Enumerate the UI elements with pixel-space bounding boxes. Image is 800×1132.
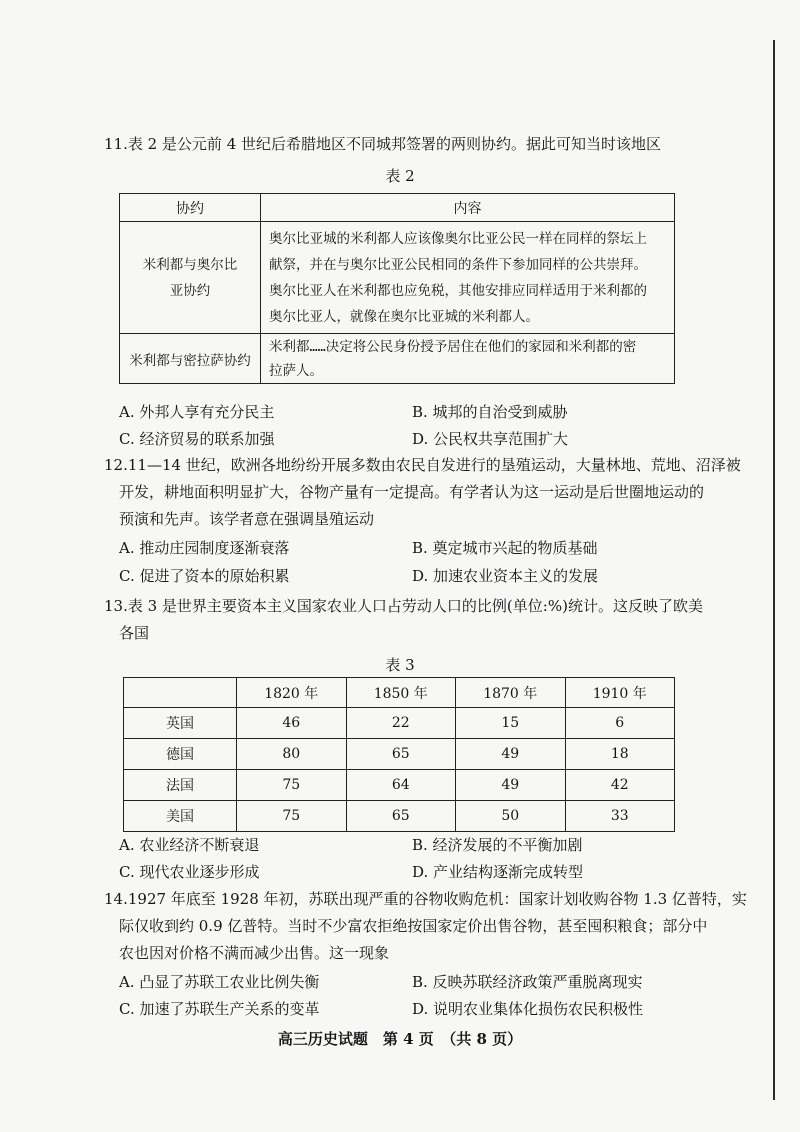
footer-wrap — [0, 1028, 800, 1049]
q14-stem-line: 际仅收到约 0.9 亿普特。当时不少富农拒绝按国家定价出售谷物，甚至囤积粮食；部分中 — [119, 917, 708, 935]
table2-name-cell — [120, 334, 261, 384]
table3-value: 22 — [346, 708, 456, 739]
table3-row — [124, 801, 675, 832]
q12-stem-line: 开发，耕地面积明显扩大，谷物产量有一定提高。有学者认为这一运动是后世圈地运动的 — [119, 483, 705, 501]
table2-content-line: 献祭，并在与奥尔比亚公民相同的条件下参加同样的公共崇拜。 — [269, 256, 647, 273]
table3-country: 美国 — [124, 801, 237, 832]
q12-option-c: C. 促进了资本的原始积累 — [119, 567, 290, 585]
table2-content-cell — [261, 222, 675, 334]
table3-value: 49 — [456, 739, 566, 770]
table2-header-name: 协约 — [120, 194, 261, 222]
q13-option-d: D. 产业结构逐渐完成转型 — [412, 863, 584, 881]
q12-option-d: D. 加速农业资本主义的发展 — [412, 567, 599, 585]
table3-year: 1870 年 — [456, 678, 566, 708]
q14-option-a: A. 凸显了苏联工农业比例失衡 — [119, 973, 320, 991]
q12-option-b: B. 奠定城市兴起的物质基础 — [412, 539, 598, 557]
q14-stem-line: 14.1927 年底至 1928 年初，苏联出现严重的谷物收购危机：国家计划收购谷物 1.3 亿普特，实 — [104, 890, 747, 908]
table2-row — [120, 222, 675, 334]
table2-content-line: 拉萨人。 — [269, 362, 323, 379]
q12-option-a: A. 推动庄园制度逐渐衰落 — [119, 539, 290, 557]
table3-value: 80 — [237, 739, 347, 770]
table2-content-line: 奥尔比亚城的米利都人应该像奥尔比亚公民一样在同样的祭坛上 — [269, 230, 647, 247]
table3-value: 15 — [456, 708, 566, 739]
table3-value: 75 — [237, 801, 347, 832]
table2-content-line: 奥尔比亚人在米利都也应免税，其他安排应同样适用于米利都的 — [269, 282, 647, 299]
table3-corner — [124, 678, 237, 708]
table2-header-row — [120, 194, 675, 222]
q12-stem-line: 预演和先声。该学者意在强调垦殖运动 — [119, 510, 375, 528]
table2-name-line: 亚协约 — [169, 282, 211, 299]
table3-value: 50 — [456, 801, 566, 832]
q11-stem: 11.表 2 是公元前 4 世纪后希腊地区不同城邦签署的两则协约。据此可知当时该地区 — [104, 135, 662, 153]
table3-country: 德国 — [124, 739, 237, 770]
q13-option-b: B. 经济发展的不平衡加剧 — [412, 836, 583, 854]
table3-value: 49 — [456, 770, 566, 801]
q14-option-c: C. 加速了苏联生产关系的变革 — [119, 1000, 320, 1018]
q13-stem-line: 各国 — [119, 624, 150, 642]
table-3 — [123, 677, 675, 832]
table3-value: 42 — [565, 770, 675, 801]
table3-country: 法国 — [124, 770, 237, 801]
table3-value: 18 — [565, 739, 675, 770]
table2-name-line: 米利都与奥尔比 — [142, 256, 238, 273]
table2-header-content: 内容 — [261, 194, 675, 222]
q14-option-d: D. 说明农业集体化损伤农民积极性 — [412, 1000, 644, 1018]
q14-stem-line: 农也因对价格不满而减少出售。这一现象 — [119, 944, 390, 962]
q12-stem-line: 12.11—14 世纪，欧洲各地纷纷开展多数由农民自发进行的垦殖运动，大量林地、荒地、沼泽被 — [104, 456, 741, 474]
table3-value: 46 — [237, 708, 347, 739]
table3-year: 1850 年 — [346, 678, 456, 708]
table3-caption: 表 3 — [385, 656, 415, 674]
table3-value: 64 — [346, 770, 456, 801]
q13-caption-wrap — [0, 654, 800, 675]
page-footer: 高三历史试题 第 4 页 （共 8 页） — [277, 1030, 523, 1048]
table-2 — [119, 193, 675, 384]
table3-row — [124, 708, 675, 739]
table3-value: 6 — [565, 708, 675, 739]
q13-option-c: C. 现代农业逐步形成 — [119, 863, 260, 881]
q11-option-c: C. 经济贸易的联系加强 — [119, 430, 275, 448]
table3-row — [124, 770, 675, 801]
table2-content-line: 米利都……决定将公民身份授予居住在他们的家园和米利都的密 — [269, 338, 637, 355]
table3-value: 65 — [346, 801, 456, 832]
table3-value: 33 — [565, 801, 675, 832]
table3-header-row — [124, 678, 675, 708]
table3-country: 英国 — [124, 708, 237, 739]
q14-option-b: B. 反映苏联经济政策严重脱离现实 — [412, 973, 643, 991]
q13-option-a: A. 农业经济不断衰退 — [119, 836, 260, 854]
table2-caption: 表 2 — [385, 167, 415, 185]
table2-content-cell — [261, 334, 675, 384]
q11-option-d: D. 公民权共享范围扩大 — [412, 430, 569, 448]
q11-caption-wrap — [0, 165, 800, 186]
table2-name-cell — [120, 222, 261, 334]
table3-value: 65 — [346, 739, 456, 770]
q11-option-a: A. 外邦人享有充分民主 — [119, 403, 275, 421]
table3-year: 1910 年 — [565, 678, 675, 708]
table3-row — [124, 739, 675, 770]
q13-stem-line: 13.表 3 是世界主要资本主义国家农业人口占劳动人口的比例(单位:%)统计。这反映了欧美 — [104, 597, 703, 615]
table2-content-line: 奥尔比亚人，就像在奥尔比亚城的米利都人。 — [269, 308, 539, 325]
table3-value: 75 — [237, 770, 347, 801]
page-border-line — [773, 40, 775, 1100]
table2-row — [120, 334, 675, 384]
table3-year: 1820 年 — [237, 678, 347, 708]
table2-name-line: 米利都与密拉萨协约 — [129, 352, 251, 369]
q11-option-b: B. 城邦的自治受到威胁 — [412, 403, 568, 421]
